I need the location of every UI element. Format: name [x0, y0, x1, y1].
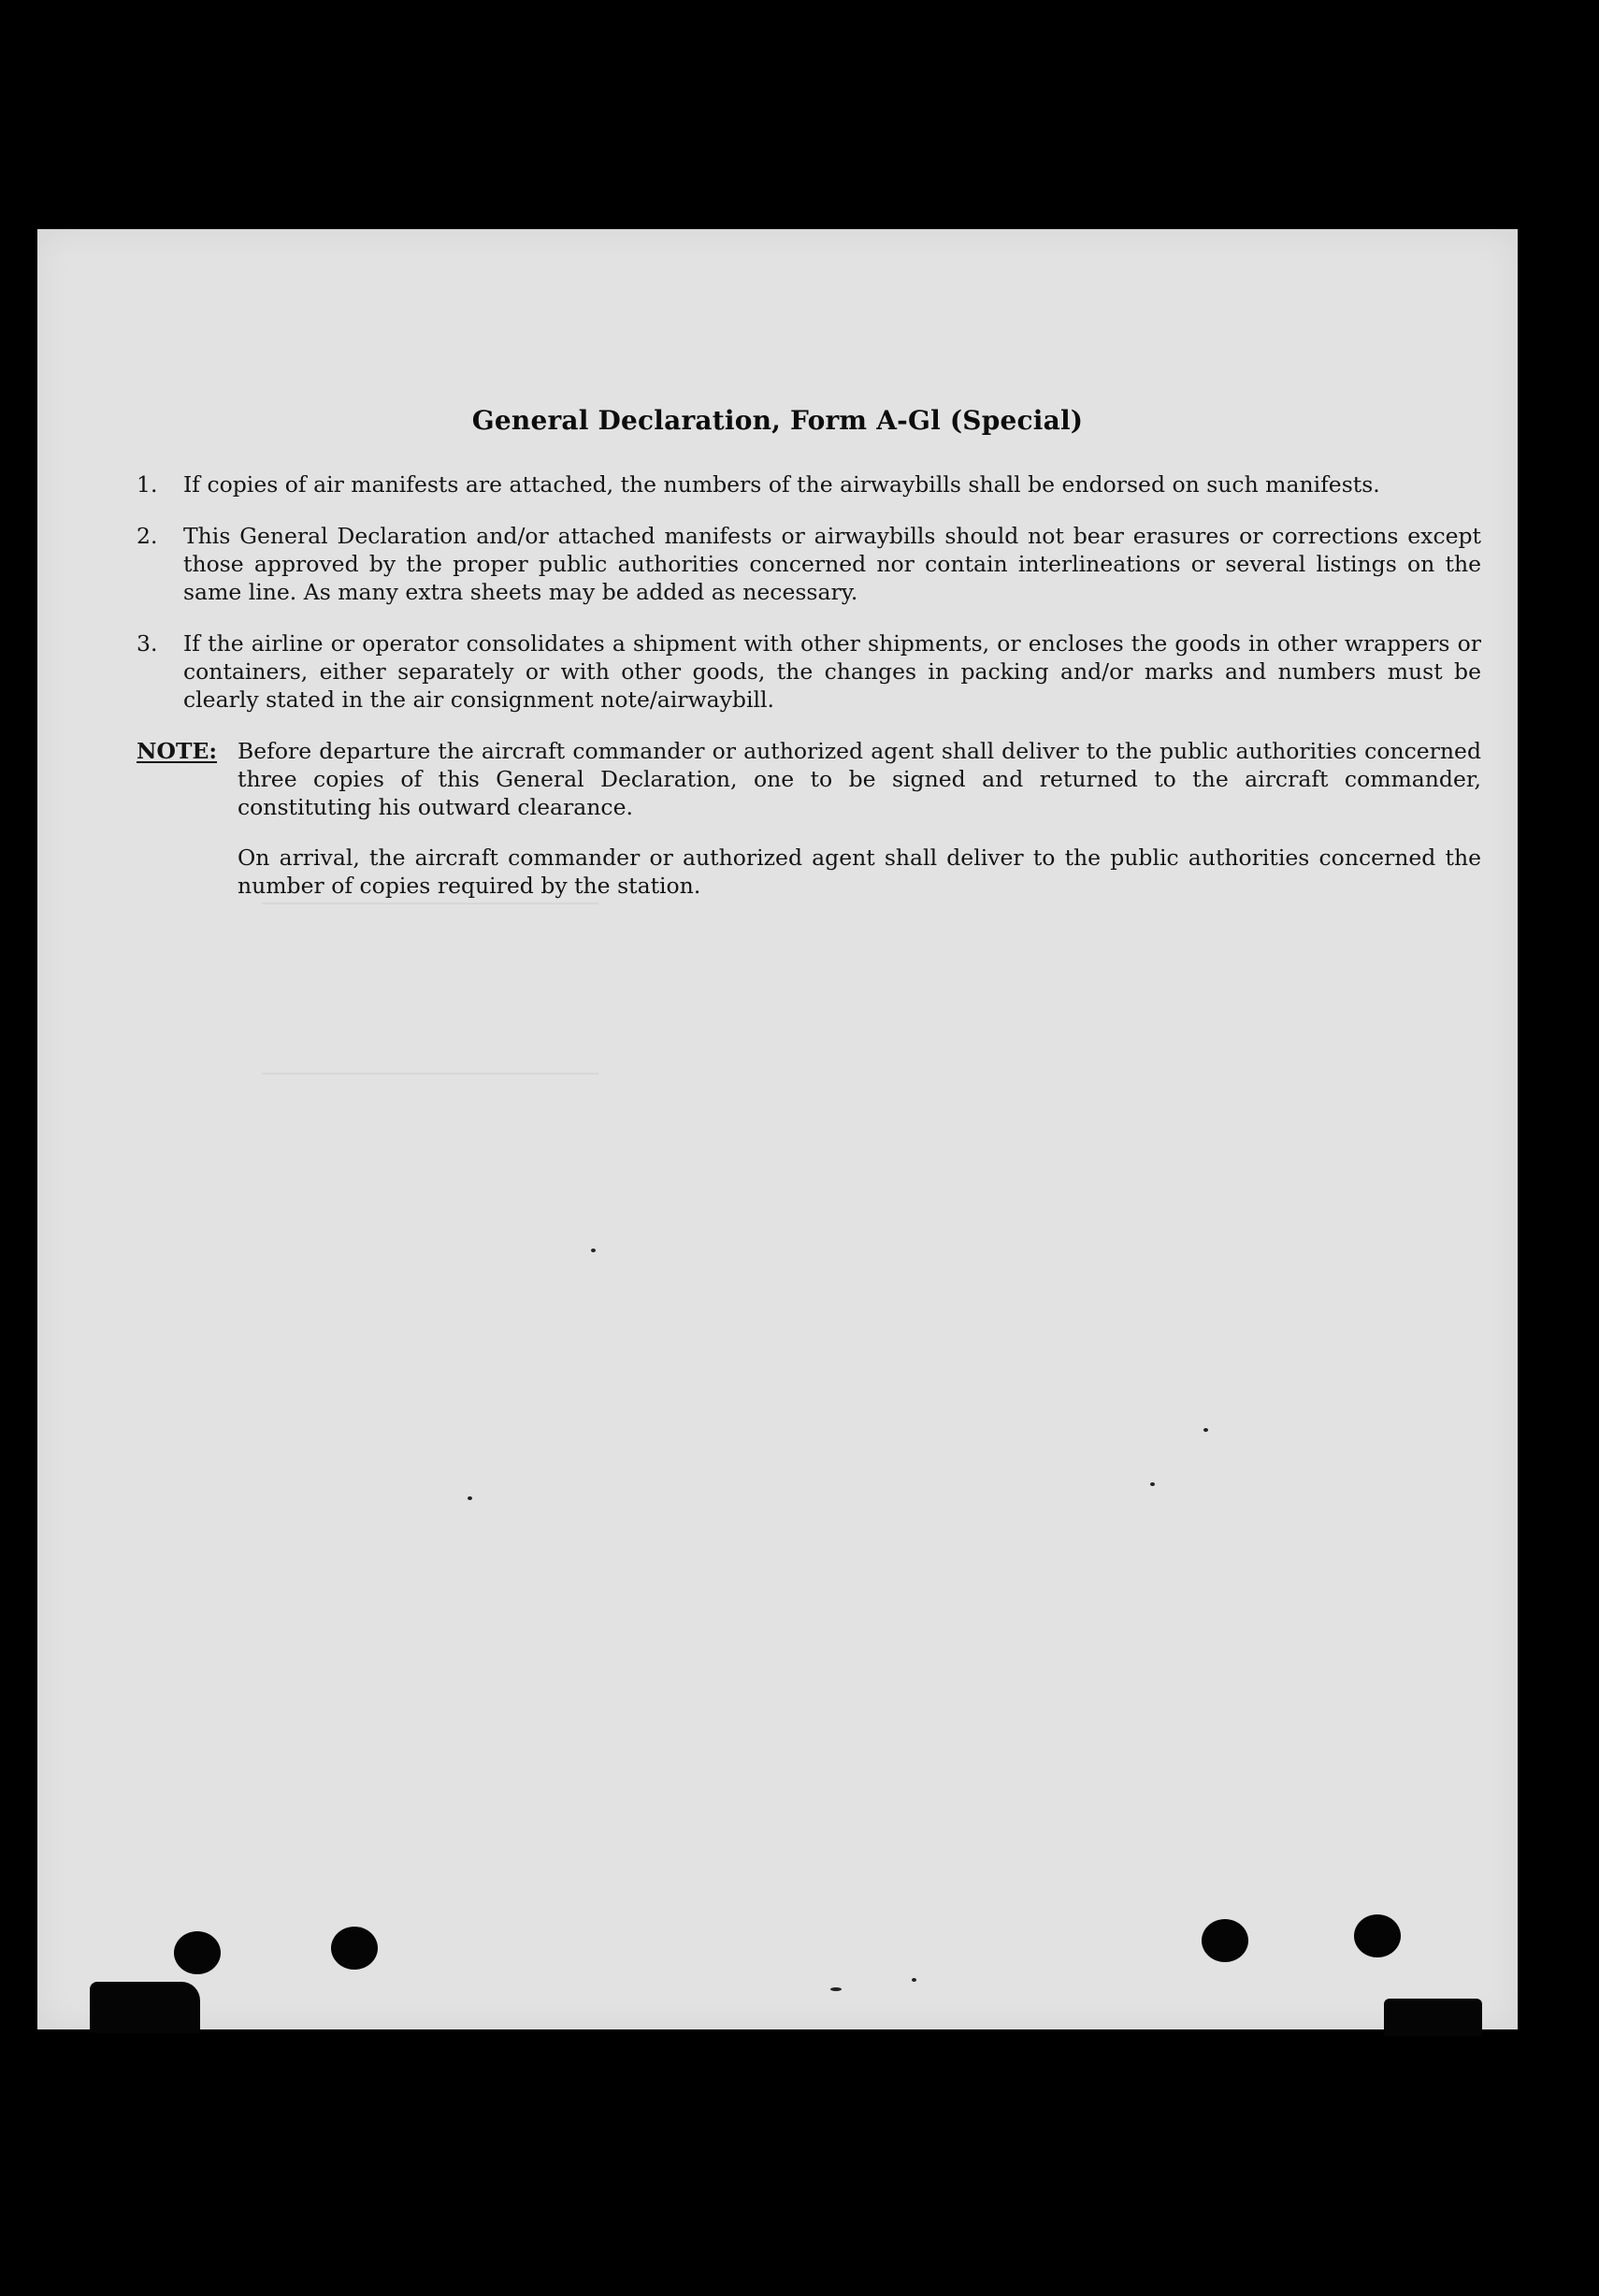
instruction-item-1 — [137, 470, 1481, 498]
item-text: If copies of air manifests are attached, the numbers of the airwaybills shall be endorsed on such manifests. — [183, 471, 1380, 498]
punch-hole — [174, 1931, 221, 1974]
speck — [1203, 1428, 1208, 1432]
scanned-page — [37, 229, 1518, 2029]
instruction-item-3 — [137, 629, 1481, 714]
instruction-item-2 — [137, 522, 1481, 606]
speck — [912, 1978, 916, 1982]
item-number: 1. — [137, 471, 158, 498]
speck — [830, 1987, 842, 1991]
torn-edge-left — [90, 1982, 200, 2033]
faint-bleed-through-stamp — [262, 903, 598, 1075]
speck — [468, 1496, 472, 1500]
item-text: This General Declaration and/or attached manifests or airwaybills should not bear erasures or corrections except those approved by the proper public authorities concerned nor contain interlineations or several listings on the same line. As many extra sheets may be added as necessary. — [183, 523, 1481, 605]
note-paragraph-2: On arrival, the aircraft commander or authorized agent shall deliver to the public authorities concerned the number of copies required by the station. — [238, 845, 1481, 899]
speck — [1150, 1482, 1155, 1486]
page-content — [37, 229, 1518, 2029]
item-number: 2. — [137, 523, 158, 549]
note-paragraph-1: Before departure the aircraft commander or authorized agent shall deliver to the public authorities concerned three copies of this General Declaration, one to be signed and returned to the aircraft commander, constituting his outward clearance. — [238, 738, 1481, 820]
speck — [591, 1249, 596, 1252]
note-section — [137, 737, 1481, 900]
note-label: NOTE: — [137, 738, 218, 764]
item-number: 3. — [137, 630, 158, 657]
punch-hole — [331, 1927, 378, 1970]
punch-hole — [1354, 1914, 1401, 1957]
document-title: General Declaration, Form A-Gl (Special) — [471, 405, 1084, 436]
item-text: If the airline or operator consolidates a shipment with other shipments, or encloses the goods in other wrappers or containers, either separately or with other goods, the changes in packing and/or marks and numbers must be clearly stated in the air consignment note/airwaybill. — [183, 630, 1481, 713]
punch-hole — [1202, 1919, 1248, 1962]
torn-edge-right — [1384, 1999, 1482, 2036]
